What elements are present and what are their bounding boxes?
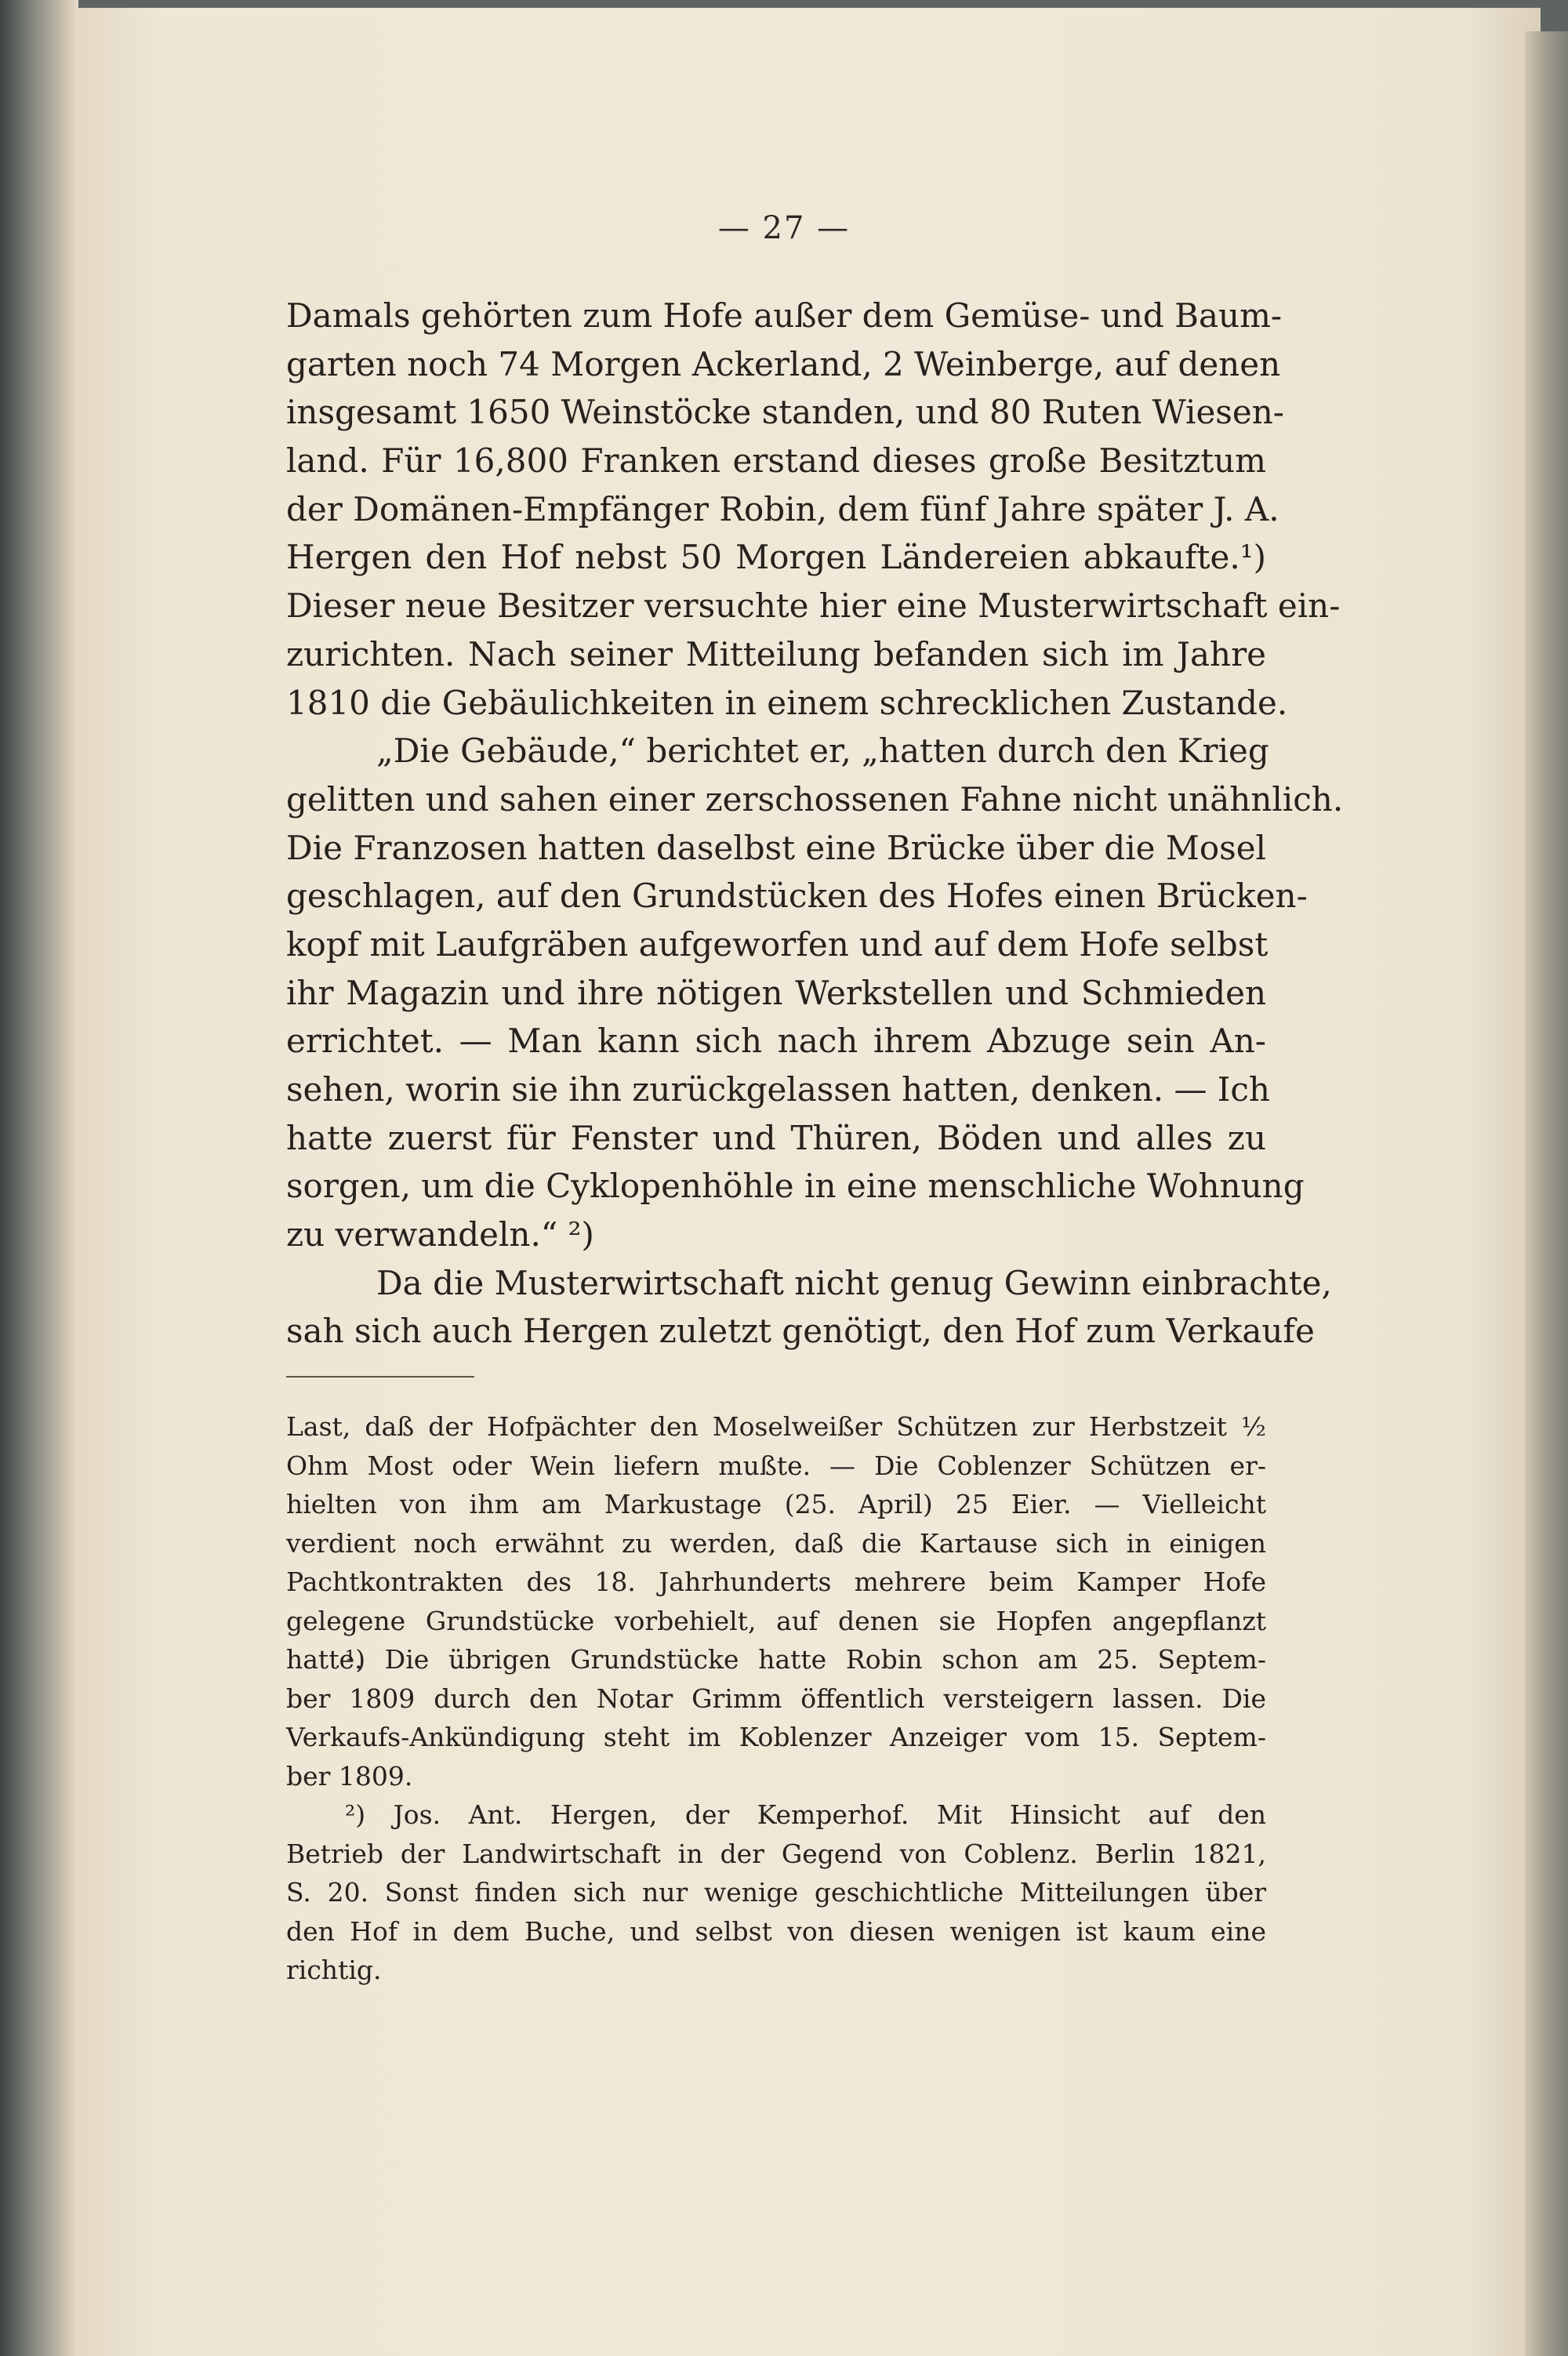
footnote-line: ber 1809 durch den Notar Grimm öffentlich versteigern lassen. Die [286, 1683, 1266, 1714]
text-line: zu verwandeln.“ ²) [286, 1215, 594, 1254]
text-line: errichtet. — Man kann sich nach ihrem Abzuge sein An- [286, 1022, 1266, 1061]
text-line: land. Für 16,800 Franken erstand dieses große Besitztum [286, 441, 1266, 481]
page-edges [1525, 31, 1568, 2356]
text-line: gelitten und sahen einer zerschossenen Fahne nicht unähnlich. [286, 779, 1344, 819]
text-line: Die Franzosen hatten daselbst eine Brücke über die Mosel [286, 828, 1266, 867]
text-line: geschlagen, auf den Grundstücken des Hofes einen Brücken- [286, 877, 1308, 916]
text-line: sorgen, um die Cyklopenhöhle in eine menschliche Wohnung [286, 1167, 1305, 1206]
page-number: — 27 — [717, 210, 851, 246]
text-line: „Die Gebäude,“ berichtet er, „hatten durch den Krieg [376, 731, 1269, 771]
footnote-line: Betrieb der Landwirtschaft in der Gegend von Coblenz. Berlin 1821, [286, 1838, 1266, 1869]
footnote-line: verdient noch erwähnt zu werden, daß die Kartause sich in einigen [286, 1527, 1266, 1559]
footnote-line: gelegene Grundstücke vorbehielt, auf denen sie Hopfen angepflanzt hatte. [286, 1605, 1266, 1675]
text-line: Hergen den Hof nebst 50 Morgen Ländereien abkaufte.¹) [286, 538, 1266, 577]
text-line: der Domänen-Empfänger Robin, dem fünf Jahre später J. A. [286, 489, 1279, 528]
footnote-line: richtig. [286, 1955, 382, 1985]
text-line: kopf mit Laufgräben aufgeworfen und auf dem Hofe selbst [286, 924, 1269, 964]
text-line: garten noch 74 Morgen Ackerland, 2 Weinberge, auf denen [286, 344, 1281, 383]
footnote-line: Verkaufs-Ankündigung steht im Koblenzer Anzeiger vom 15. Septem- [286, 1722, 1266, 1752]
text-line: Dieser neue Besitzer versuchte hier eine Musterwirtschaft ein- [286, 586, 1341, 626]
footnote-line: ²) Jos. Ant. Hergen, der Kemperhof. Mit Hinsicht auf den [345, 1799, 1266, 1830]
text-line: hatte zuerst für Fenster und Thüren, Böden und alles zu [286, 1118, 1266, 1157]
text-line: insgesamt 1650 Weinstöcke standen, und 80 Ruten Wiesen- [286, 393, 1284, 432]
footnote-line: Last, daß der Hofpächter den Moselweißer Schützen zur Herbstzeit ½ [286, 1411, 1266, 1442]
text-line: Damals gehörten zum Hofe außer dem Gemüse- und Baum- [286, 296, 1283, 335]
footnote-line: Ohm Most oder Wein liefern mußte. — Die Coblenzer Schützen er- [286, 1450, 1266, 1481]
text-line: sehen, worin sie ihn zurückgelassen hatten, denken. — Ich [286, 1070, 1270, 1109]
footnote-line: ¹) Die übrigen Grundstücke hatte Robin schon am 25. Septem- [345, 1644, 1266, 1675]
text-line: sah sich auch Hergen zuletzt genötigt, den Hof zum Verkaufe [286, 1312, 1315, 1351]
text-line: ihr Magazin und ihre nötigen Werkstellen und Schmieden [286, 973, 1266, 1012]
footnote-line: hielten von ihm am Markustage (25. April) 25 Eier. — Vielleicht [286, 1489, 1266, 1519]
text-line: Da die Musterwirtschaft nicht genug Gewinn einbrachte, [376, 1263, 1332, 1302]
book-spine-shadow [0, 0, 78, 2356]
text-line: 1810 die Gebäulichkeiten in einem schrecklichen Zustande. [286, 683, 1288, 722]
main-text [286, 292, 1344, 1356]
footnote-line: den Hof in dem Buche, und selbst von diesen wenigen ist kaum eine [286, 1915, 1266, 1947]
footnote-line: Pachtkontrakten des 18. Jahrhunderts mehrere beim Kamper Hofe [286, 1566, 1266, 1597]
footnote-line: ber 1809. [286, 1760, 413, 1792]
footnote-line: S. 20. Sonst finden sich nur wenige geschichtliche Mitteilungen über [286, 1877, 1266, 1908]
footnotes [286, 1407, 1266, 1990]
text-line: zurichten. Nach seiner Mitteilung befanden sich im Jahre [286, 634, 1266, 673]
footnote-rule [286, 1376, 474, 1378]
